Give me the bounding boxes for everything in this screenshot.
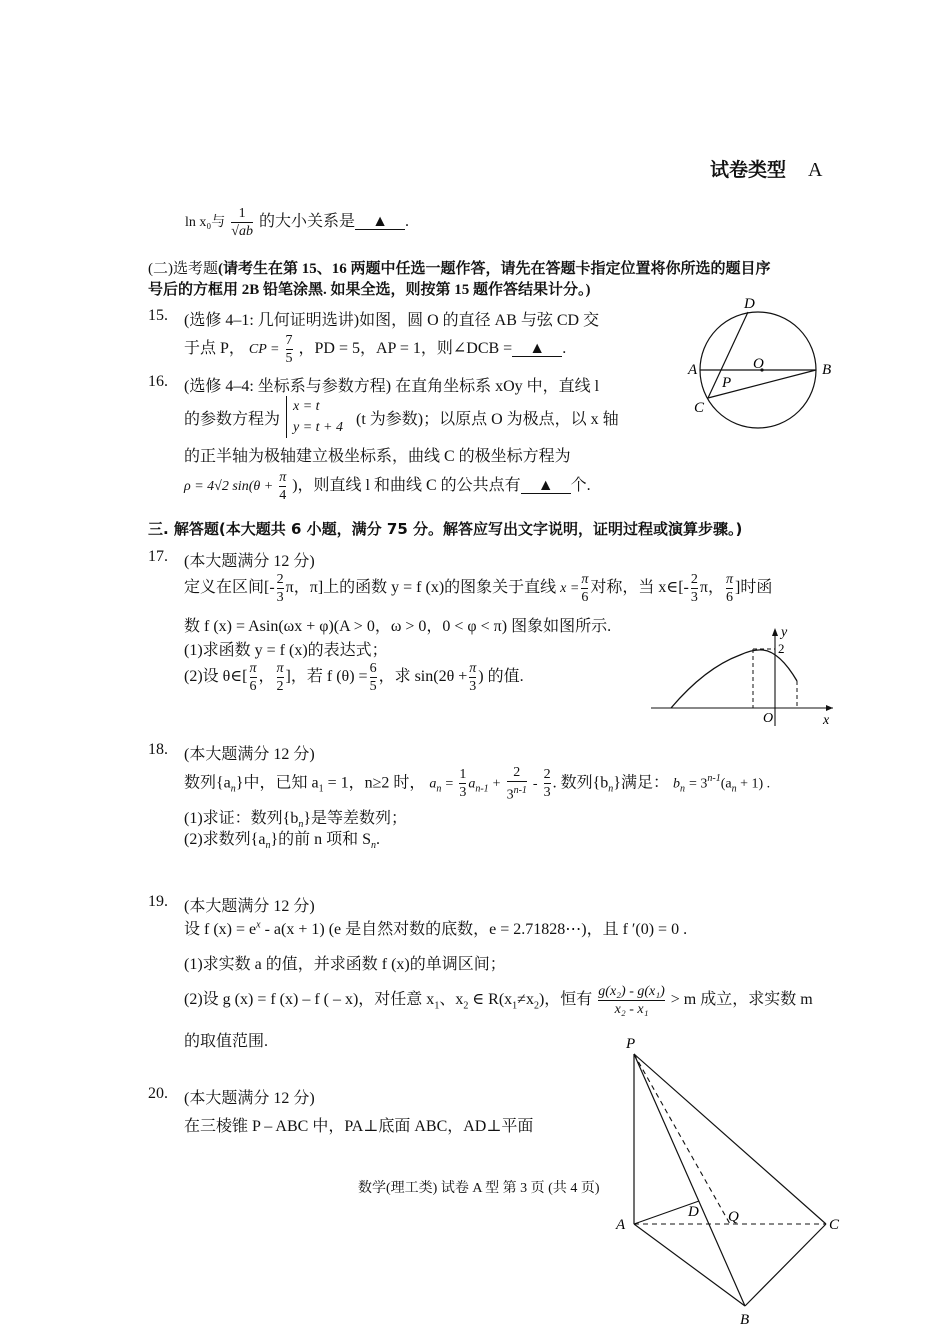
optional-section-line1: (二)选考题(请考生在第 15、16 两题中任选一题作答，请先在答题卡指定位置将你所选的题目序 <box>148 261 771 277</box>
sine-graph-figure <box>645 622 845 732</box>
edge-pc <box>634 1054 826 1224</box>
page-footer: 数学(理工类) 试卷 A 型 第 3 页 (共 4 页) <box>358 1181 600 1196</box>
q15-line2: 于点 P， CP = $\frac{7}{5}$ ，PD = 5，AP = 1，则∠DCB = ▲ . <box>184 333 567 366</box>
label-o: O <box>763 711 774 726</box>
q19-score: (本大题满分 12 分) <box>184 898 315 915</box>
q14-tail: ln x₀与 $\frac{1}{√ab}$ 的大小关系是 ▲ . <box>185 206 409 239</box>
label-q: Q <box>728 1209 739 1225</box>
q16-number: 16. <box>148 373 168 390</box>
answer-blank: ▲ <box>355 214 405 230</box>
edge-ab <box>634 1224 745 1306</box>
label-d: D <box>744 296 755 312</box>
q17-score: (本大题满分 12 分) <box>184 553 315 570</box>
label-p: P <box>626 1036 636 1052</box>
q17-line1: 定义在区间[- $\frac{2}{3}$ π，π]上的函数 y = f (x)的图象关于直线 x = $\frac{\pi}{6}$ 对称，当 x∈[- $\frac{2}{3}$ π， $\frac{\pi}{6}$ ]时函 <box>184 572 773 605</box>
q17-number: 17. <box>148 548 168 565</box>
label-d: D <box>688 1204 699 1220</box>
label-a: A <box>616 1217 626 1233</box>
q20-score: (本大题满分 12 分) <box>184 1090 315 1107</box>
q19-line1: 设 f $(x) = e^x - a(x + 1)$ (e 是自然对数的底数，e = 2.71828⋯)，且 f ′(0) = 0 . <box>184 919 688 938</box>
edge-bc <box>745 1224 826 1306</box>
q15-line1: (选修 4–1: 几何证明选讲)如图，圆 O 的直径 AB 与弦 CD 交 <box>184 312 600 329</box>
label-two: 2 <box>778 641 785 656</box>
label-a: A <box>688 362 698 378</box>
label-b: B <box>822 362 832 378</box>
q16-line3: 的正半轴为极轴建立极坐标系，曲线 C 的极坐标方程为 <box>184 448 571 465</box>
q16-param-system: x = t y = t + 4 <box>286 396 343 438</box>
q18-score: (本大题满分 12 分) <box>184 746 315 763</box>
circle-figure <box>680 290 840 435</box>
q19-line3: (2)设 g (x) = f (x) – f ( – x)，对任意 $x_1$、$x_2$ ∈ $R(x_1\ne x_2)$，恒有 $\frac{\text{g(x₂) - g(x₁)}}{\text{x₂ - x₁}}$ > m 成立，求实数 m <box>184 984 813 1017</box>
label-c: C <box>694 400 705 416</box>
q18-line2: (1)求证：数列$\{b_n\}$是等差数列； <box>184 810 408 831</box>
q16-line2b: (t 为参数)；以原点 O 为极点，以 x 轴 <box>356 411 619 428</box>
optional-section-line2: 号后的方框用 2B 铅笔涂黑. 如果全选，则按第 15 题作答结果计分。) <box>148 282 591 298</box>
q16-line4: ρ = 4√2 sin(θ + $\frac{\pi}{4}$ )，则直线 l 和曲线 C 的公共点有 ▲ 个. <box>184 470 591 503</box>
label-p: P <box>722 375 732 391</box>
q17-line3: (1)求函数 y = f (x)的表达式； <box>184 642 388 659</box>
q20-line1: 在三棱锥 P – ABC 中，PA⊥底面 ABC，AD⊥平面 <box>184 1118 534 1135</box>
q20-number: 20. <box>148 1085 168 1102</box>
segment-pq-hidden <box>634 1054 730 1224</box>
q18-number: 18. <box>148 741 168 758</box>
sine-curve <box>671 650 797 708</box>
label-o: O <box>753 356 764 372</box>
paper-type-label: 试卷类型 A <box>710 159 823 181</box>
q16-line2: 的参数方程为 <box>184 411 281 428</box>
edge-pb <box>634 1054 745 1306</box>
q19-line4: 的取值范围. <box>184 1033 269 1050</box>
q18-line3: (2)求数列$\{a_n\}$的前 n 项和 $S_n$. <box>184 831 381 852</box>
label-c: C <box>829 1217 840 1233</box>
label-b: B <box>740 1312 750 1328</box>
q17-line2: 数 f (x) = Asin(ωx + φ)(A > 0，ω > 0，0 < φ < π) 图象如图所示. <box>184 618 612 635</box>
q16-line1: (选修 4–4: 坐标系与参数方程) 在直角坐标系 xOy 中，直线 l <box>184 378 600 395</box>
q15-number: 15. <box>148 307 168 324</box>
q18-line1: 数列$\{a_n\}$中，已知 $a_1 = 1$，n≥2 时， $a_n$ = $\frac{1}{3}$ $a_{n-1}$ + $\frac{2}{3^{n-1}}$ - $\frac{2}{3}$ . 数列$\{b_n\}$满足： $b_n = 3^{n-1}(a_n + 1)$ . <box>184 765 771 803</box>
q19-line2: (1)求实数 a 的值，并求函数 f (x)的单调区间； <box>184 956 506 973</box>
q17-line4: (2)设 θ∈[ $\frac{\pi}{6}$ ， $\frac{\pi}{2}$ ]，若 f (θ) = $\frac{6}{5}$ ，求 sin(2θ + $\frac{\pi}{3}$ ) 的值. <box>184 661 524 694</box>
label-y: y <box>781 625 788 640</box>
section-3-title: 三. 解答题(本大题共 6 小题，满分 75 分。解答应写出文字说明，证明过程或演算步骤。) <box>148 520 743 538</box>
q19-number: 19. <box>148 893 168 910</box>
label-x: x <box>823 713 830 728</box>
pyramid-figure <box>608 1030 848 1330</box>
